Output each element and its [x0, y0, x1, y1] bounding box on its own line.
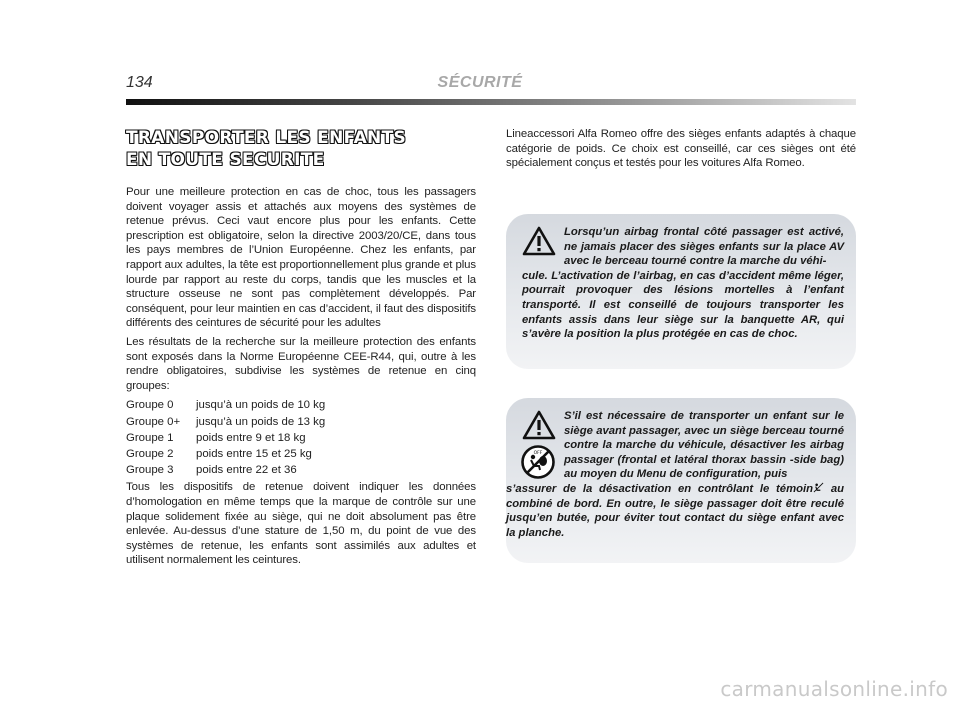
page-number: 134 [126, 74, 153, 91]
warning-text-1 [506, 225, 844, 342]
airbag-indicator-icon [813, 482, 824, 493]
group-desc: poids entre 22 et 36 [196, 464, 297, 477]
group-desc: jusqu’à un poids de 10 kg [196, 399, 326, 412]
warning-box-deactivate [506, 398, 856, 563]
warning-2-tail-b: au combiné de bord. En outre, le siège passager doit être reculé jusqu’en butée, pour éviter tout contact du siège enfant avec la planche. [506, 482, 844, 539]
list-item [126, 446, 476, 462]
group-desc: poids entre 9 et 18 kg [196, 431, 306, 444]
warning-1-head: Lorsqu’un airbag frontal côté passager est activé, ne jamais placer des sièges enfants sur la place AV avec le berceau tourné contre la marche du véhi- [564, 226, 844, 268]
list-item [126, 414, 476, 430]
group-name: Groupe 3 [126, 464, 174, 477]
paragraph-intro: Pour une meilleure protection en cas de choc, tous les passagers doivent voyager assis et attachés aux moyens des systèmes de retenue prévus. Ceci vaut encore plus pour les enfants. Cette prescription est obligatoire, selon la directive 2003/20/CE, dans tous les pays membres de l’Union Européenne. Chez les enfants, par rapport aux adultes, la tête est proportionnellement plus grande et plus lourde par rapport au reste du corps, tandis que les muscles et la structure osseuse ne sont pas complètement développés. Par conséquent, pour leur maintien en cas d’accident, il faut des dispositifs différents des ceintures de sécurité pour les adultes [126, 186, 476, 330]
group-name: Groupe 0 [126, 399, 174, 412]
list-item [126, 397, 476, 413]
page-title [126, 127, 476, 171]
group-name: Groupe 1 [126, 431, 174, 444]
paragraph-lineaccessori: Lineaccessori Alfa Romeo offre des sièges enfants adaptés à chaque catégorie de poids. Ce choix est conseillé, car ces sièges ont été spécialement conçus et testés pour les voitures Alfa Romeo. [506, 128, 856, 170]
warning-box-airbag [506, 214, 856, 369]
right-column [506, 127, 856, 175]
svg-text:OFF: OFF [533, 451, 543, 456]
paragraph-homologation: Tous les dispositifs de retenue doivent indiquer les données d’homologation en même temps que la marque de contrôle sur une plaque solidement fixée au siège, qui ne doit absolument pas être enlevée. Au-dessus d’une stature de 1,50 m, du point de vue des systèmes de retenue, les enfants sont assimilés aux adultes et utilisent normalement les ceintures. [126, 481, 476, 567]
warning-2-head: S’il est nécessaire de transporter un enfant sur le siège avant passager, avec un siège berceau tourné contre la marche du véhicule, désactiver les airbag passager (frontal et latéral thorax bassin -side bag) au moyen du Menu de configuration, puis [564, 410, 844, 481]
left-column [126, 127, 476, 572]
title-line-1: TRANSPORTER LES ENFANTS [126, 128, 407, 148]
group-name: Groupe 2 [126, 447, 174, 460]
list-item [126, 430, 476, 446]
paragraph-norm: Les résultats de la recherche sur la meilleure protection des enfants sont exposés dans la Norme Européenne CEE-R44, qui, outre à les rendre obligatoires, subdivise les systèmes de retenue en cinq groupes: [126, 335, 476, 392]
section-title: SÉCURITÉ [437, 74, 523, 91]
group-name: Groupe 0+ [126, 415, 181, 428]
title-line-2: EN TOUTE SECURITE [126, 150, 325, 170]
watermark: carmanualsonline.info [720, 677, 948, 701]
groups-list [126, 397, 476, 478]
warning-text-2 [506, 409, 844, 540]
warning-1-tail: cule. L’activation de l’airbag, en cas d’accident même léger, pourrait provoquer des lésions mortelles à l’enfant transporté. Il est conseillé de toujours transporter les enfants assis dans leur siège sur la banquette AR, qui s’avère la position la plus protégée en cas de choc. [522, 269, 844, 341]
group-desc: poids entre 15 et 25 kg [196, 447, 312, 460]
warning-2-tail-a: s’assurer de la désactivation en contrôlant le témoin [506, 482, 814, 495]
warning-2-tail [506, 482, 844, 540]
group-desc: jusqu’à un poids de 13 kg [196, 415, 326, 428]
header-rule [126, 99, 856, 105]
list-item [126, 462, 476, 478]
